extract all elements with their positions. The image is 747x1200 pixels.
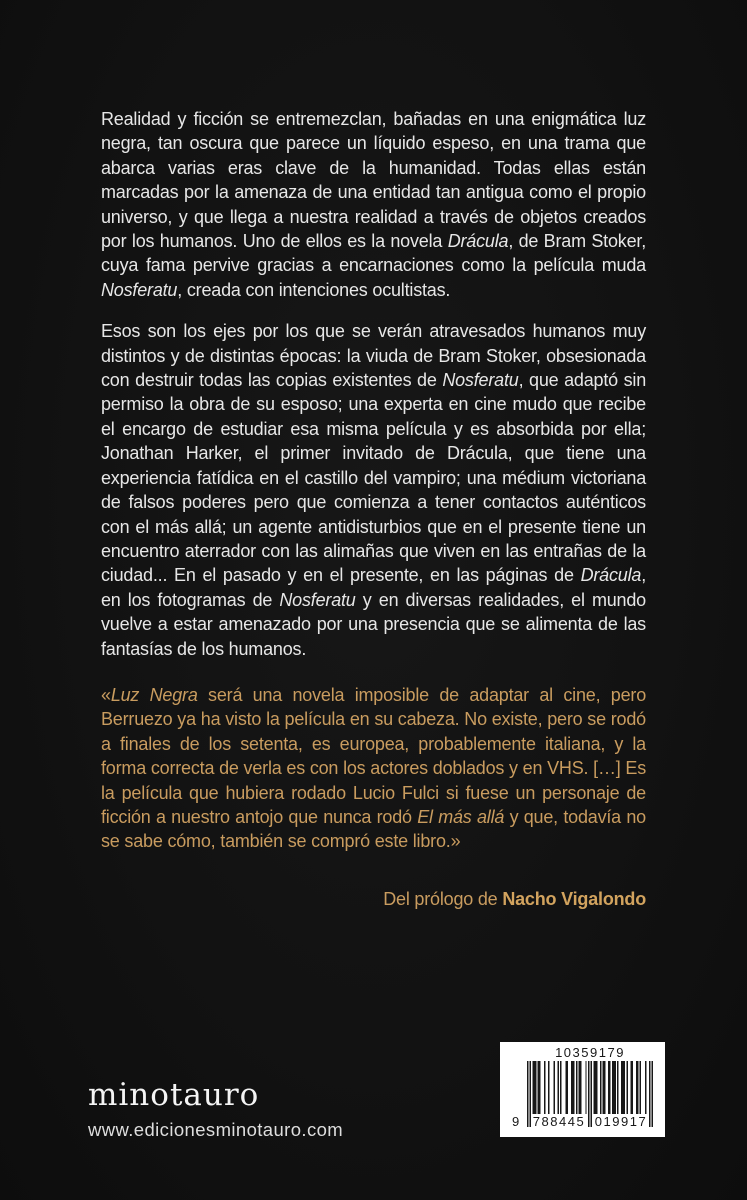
publisher-logo: minotauro xyxy=(88,1077,260,1113)
isbn-group-2: 019917 xyxy=(594,1114,648,1129)
back-cover-text xyxy=(101,107,646,911)
publisher-website: www.edicionesminotauro.com xyxy=(88,1119,344,1140)
barcode-order-number: 10359179 xyxy=(555,1045,625,1060)
barcode xyxy=(500,1042,665,1137)
isbn-group-1: 788445 xyxy=(532,1114,586,1129)
synopsis-paragraph-1: Realidad y ficción se entremezclan, bañadas en una enigmática luz negra, tan oscura que parece un líquido espeso, en una trama que abarca varias eras clave de la humanidad. Todas ellas están marcadas por la amenaza de una entidad tan antigua como el propio universo, y que llega a nuestra realidad a través de objetos creados por los humanos. Uno de ellos es la novela Drácula, de Bram Stoker, cuya fama pervive gracias a encarnaciones como la película muda Nosferatu, creada con intenciones ocultistas. xyxy=(101,109,646,300)
quote-attribution xyxy=(101,887,646,911)
prologue-quote: «Luz Negra será una novela imposible de adaptar al cine, pero Berruezo ya ha visto la película en su cabeza. No existe, pero se rodó a finales de los setenta, es europea, probablemente italiana, y la forma correcta de verla es con los actores doblados y en VHS. […] Es la película que hubiera rodado Lucio Fulci si fuese un personaje de ficción a nuestro antojo que nunca rodó El más allá y que, todavía no se sabe cómo, también se compró este libro.» xyxy=(101,684,647,852)
attribution-name: Nacho Vigalondo xyxy=(502,888,646,909)
synopsis-paragraph-2: Esos son los ejes por los que se verán atravesados humanos muy distintos y de distintas épocas: la viuda de Bram Stoker, obsesionada con destruir todas las copias existentes de Nosferatu, que adaptó sin permiso la obra de su esposo; una experta en cine mudo que recibe el encargo de estudiar esa misma película y es absorbida por ella; Jonathan Harker, el primer invitado de Drácula, que tiene una experiencia fatídica en el castillo del vampiro; una médium victoriana de falsos poderes pero que comienza a tener contactos auténticos con el más allá; un agente antidisturbios que en el presente tiene un encuentro aterrador con las alimañas que viven en las entrañas de la ciudad... En el pasado y en el presente, en las páginas de Drácula, en los fotogramas de Nosferatu y en diversas realidades, el mundo vuelve a estar amenazado por una presencia que se alimenta de las fantasías de los humanos. xyxy=(101,321,646,659)
attribution-prefix: Del prólogo de xyxy=(383,888,503,909)
isbn-prefix-digit: 9 xyxy=(512,1114,521,1129)
publisher-block xyxy=(88,1077,344,1141)
